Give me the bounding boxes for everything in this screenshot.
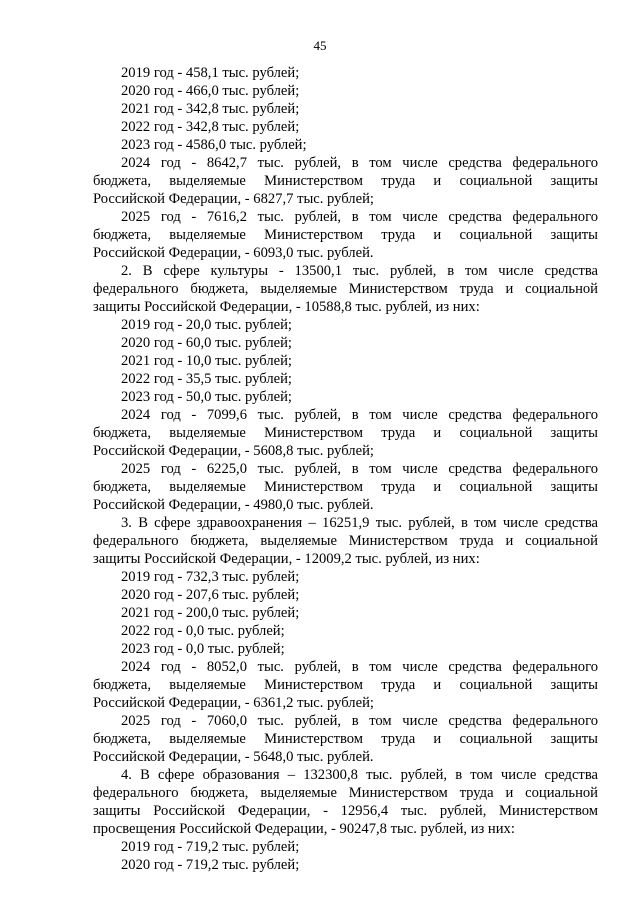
text-line: 2022 год - 0,0 тыс. рублей; (121, 623, 285, 639)
text-line: Российской Федерации, - 6827,7 тыс. рублей; (93, 191, 374, 207)
text-line: 2024 год - 8052,0 тыс. рублей, в том числе средства федерального (121, 659, 598, 675)
text-line: 2025 год - 6225,0 тыс. рублей, в том числе средства федерального (121, 461, 598, 477)
text-line: 2024 год - 7099,6 тыс. рублей, в том числе средства федерального (121, 407, 598, 423)
text-line: защиты Российской Федерации, - 12956,4 тыс. рублей, Министерством (93, 803, 598, 819)
text-line: федерального бюджета, выделяемые Министерством труда и социальной (93, 785, 598, 801)
text-line: 2023 год - 4586,0 тыс. рублей; (121, 137, 307, 153)
text-line: 2019 год - 20,0 тыс. рублей; (121, 317, 292, 333)
text-line: 2025 год - 7616,2 тыс. рублей, в том числе средства федерального (121, 209, 598, 225)
text-line: федерального бюджета, выделяемые Министерством труда и социальной (93, 533, 598, 549)
text-line: 4. В сфере образования – 132300,8 тыс. рублей, в том числе средства (121, 767, 598, 783)
text-line: бюджета, выделяемые Министерством труда и социальной защиты (93, 677, 598, 693)
text-line: 2023 год - 50,0 тыс. рублей; (121, 389, 292, 405)
text-line: Российской Федерации, - 6361,2 тыс. рублей; (93, 695, 374, 711)
text-line: Российской Федерации, - 6093,0 тыс. рублей. (93, 245, 374, 261)
text-line: 2. В сфере культуры - 13500,1 тыс. рублей, в том числе средства (121, 263, 598, 279)
document-body (93, 64, 598, 874)
text-line: 2019 год - 719,2 тыс. рублей; (121, 839, 300, 855)
text-line: 2025 год - 7060,0 тыс. рублей, в том числе средства федерального (121, 713, 598, 729)
text-line: просвещения Российской Федерации, - 90247,8 тыс. рублей, из них: (93, 821, 515, 837)
text-line: 2020 год - 719,2 тыс. рублей; (121, 857, 300, 873)
text-line: 2021 год - 342,8 тыс. рублей; (121, 101, 300, 117)
text-line: федерального бюджета, выделяемые Министерством труда и социальной (93, 281, 598, 297)
text-line: 2020 год - 60,0 тыс. рублей; (121, 335, 292, 351)
text-line: 2019 год - 458,1 тыс. рублей; (121, 65, 300, 81)
text-line: 2021 год - 10,0 тыс. рублей; (121, 353, 292, 369)
page-number: 45 (313, 38, 327, 53)
text-line: 2021 год - 200,0 тыс. рублей; (121, 605, 300, 621)
text-line: Российской Федерации, - 4980,0 тыс. рублей. (93, 497, 374, 513)
text-line: 3. В сфере здравоохранения – 16251,9 тыс. рублей, в том числе средства (121, 515, 598, 531)
text-line: Российской Федерации, - 5648,0 тыс. рублей. (93, 749, 374, 765)
text-line: 2024 год - 8642,7 тыс. рублей, в том числе средства федерального (121, 155, 598, 171)
text-line: 2020 год - 466,0 тыс. рублей; (121, 83, 300, 99)
text-line: защиты Российской Федерации, - 12009,2 тыс. рублей, из них: (93, 551, 480, 567)
text-line: бюджета, выделяемые Министерством труда и социальной защиты (93, 173, 598, 189)
text-line: 2022 год - 342,8 тыс. рублей; (121, 119, 300, 135)
text-line: 2020 год - 207,6 тыс. рублей; (121, 587, 300, 603)
text-line: бюджета, выделяемые Министерством труда и социальной защиты (93, 731, 598, 747)
text-line: 2023 год - 0,0 тыс. рублей; (121, 641, 285, 657)
text-line: 2019 год - 732,3 тыс. рублей; (121, 569, 300, 585)
text-line: бюджета, выделяемые Министерством труда и социальной защиты (93, 227, 598, 243)
text-line: бюджета, выделяемые Министерством труда и социальной защиты (93, 479, 598, 495)
text-line: бюджета, выделяемые Министерством труда и социальной защиты (93, 425, 598, 441)
text-line: 2022 год - 35,5 тыс. рублей; (121, 371, 292, 387)
text-line: Российской Федерации, - 5608,8 тыс. рублей; (93, 443, 374, 459)
text-line: защиты Российской Федерации, - 10588,8 тыс. рублей, из них: (93, 299, 480, 315)
